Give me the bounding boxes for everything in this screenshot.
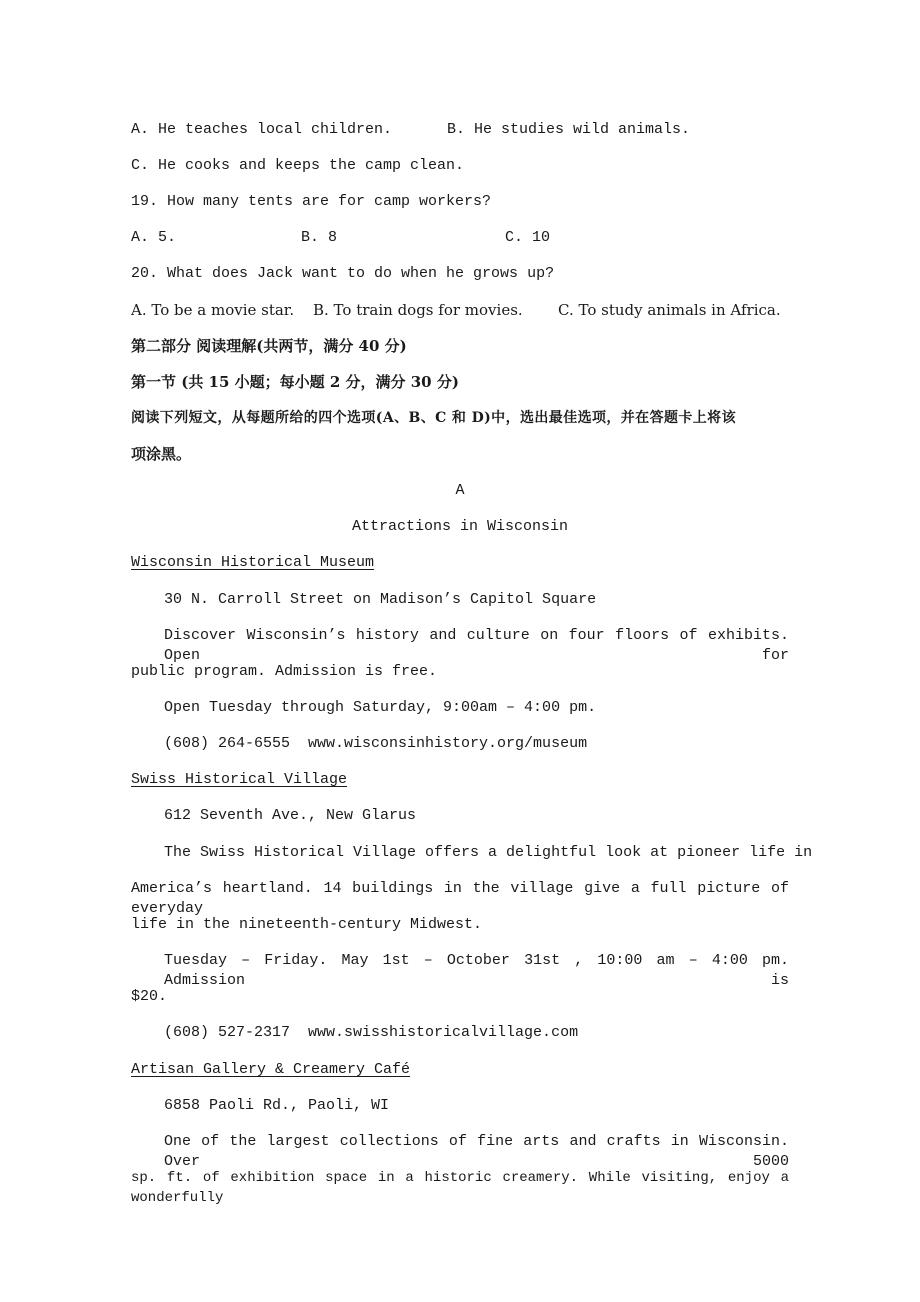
q19-option-a: A. 5. bbox=[131, 229, 177, 246]
museum-description-line: public program. Admission is free. bbox=[131, 663, 438, 680]
swiss-village-hours-line: Tuesday – Friday. May 1st – October 31st , 10:00 am – 4:00 pm. Admission is bbox=[164, 952, 789, 989]
attraction-name-artisan-gallery: Artisan Gallery & Creamery Café bbox=[131, 1061, 411, 1078]
swiss-village-contact: (608) 527-2317 www.swisshistoricalvillage.com bbox=[164, 1024, 579, 1041]
q20-question: 20. What does Jack want to do when he grows up? bbox=[131, 265, 555, 282]
section-title: 第一节 (共 15 小题；每小题 2 分，满分 30 分) bbox=[131, 373, 459, 391]
q20-option-c: C. To study animals in Africa. bbox=[558, 301, 781, 319]
swiss-village-address: 612 Seventh Ave., New Glarus bbox=[164, 807, 417, 824]
swiss-village-description-line: life in the nineteenth-century Midwest. bbox=[131, 916, 483, 933]
q20-option-b: B. To train dogs for movies. bbox=[313, 301, 523, 319]
artisan-gallery-description-line: One of the largest collections of fine arts and crafts in Wisconsin. Over 5000 bbox=[164, 1133, 789, 1170]
q18-option-c: C. He cooks and keeps the camp clean. bbox=[131, 157, 465, 174]
instruction-line-1: 阅读下列短文，从每题所给的四个选项(A、B、C 和 D)中，选出最佳选项，并在答题卡上将该 bbox=[131, 410, 736, 426]
passage-title: Attractions in Wisconsin bbox=[351, 518, 569, 535]
attraction-name-swiss-village: Swiss Historical Village bbox=[131, 771, 348, 788]
swiss-village-description-line: The Swiss Historical Village offers a delightful look at pioneer life in bbox=[164, 844, 813, 861]
museum-contact: (608) 264-6555 www.wisconsinhistory.org/museum bbox=[164, 735, 588, 752]
artisan-gallery-description-line: sp. ft. of exhibition space in a historic creamery. While visiting, enjoy a wonderfully bbox=[131, 1170, 789, 1206]
q18-option-b: B. He studies wild animals. bbox=[447, 121, 691, 138]
q20-option-a: A. To be a movie star. bbox=[131, 301, 295, 319]
part-title: 第二部分 阅读理解(共两节，满分 40 分) bbox=[131, 337, 407, 355]
museum-address: 30 N. Carroll Street on Madison’s Capitol Square bbox=[164, 591, 597, 608]
swiss-village-hours-line: $20. bbox=[131, 988, 168, 1005]
instruction-line-2: 项涂黑。 bbox=[131, 445, 192, 463]
passage-letter: A bbox=[455, 482, 465, 499]
attraction-name-museum: Wisconsin Historical Museum bbox=[131, 554, 375, 571]
swiss-village-description-line: America’s heartland. 14 buildings in the village give a full picture of everyday bbox=[131, 880, 789, 917]
museum-description-line: Discover Wisconsin’s history and culture on four floors of exhibits. Open for bbox=[164, 627, 789, 664]
q19-question: 19. How many tents are for camp workers? bbox=[131, 193, 492, 210]
q19-option-b: B. 8 bbox=[301, 229, 338, 246]
q19-option-c: C. 10 bbox=[505, 229, 551, 246]
museum-hours: Open Tuesday through Saturday, 9:00am – 4:00 pm. bbox=[164, 699, 597, 716]
artisan-gallery-address: 6858 Paoli Rd., Paoli, WI bbox=[164, 1097, 390, 1114]
q18-option-a: A. He teaches local children. bbox=[131, 121, 393, 138]
